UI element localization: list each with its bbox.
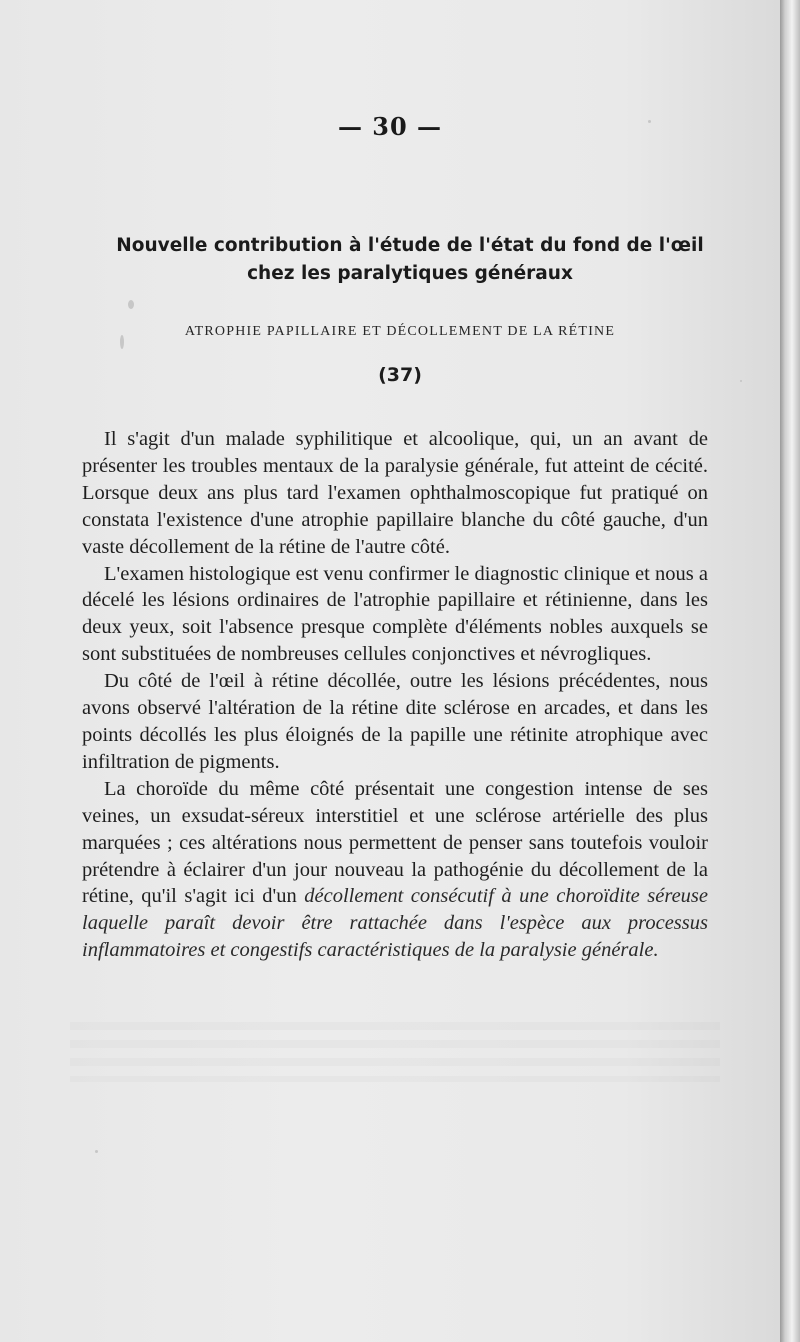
article-body xyxy=(82,426,708,964)
paragraph-4-italic: décollement consécutif à une choroïdite séreuse laquelle paraît devoir être rattachée dans l'espèce aux processus inflammatoires et congestifs caractéristiques de la paralysie générale. xyxy=(82,885,708,962)
article-title-line-2: chez les paralytiques généraux xyxy=(247,263,573,284)
paper-speck xyxy=(95,1150,98,1153)
article-number: (37) xyxy=(378,364,422,386)
bleed-through-texture xyxy=(70,1022,720,1082)
paragraph-3: Du côté de l'œil à rétine décollée, outre les lésions précédentes, nous avons observé l'altération de la rétine dite sclérose en arcades, et dans les points décollés les plus éloignés de la papille une rétinite atrophique avec infiltration de pigments. xyxy=(82,670,708,773)
article-subtitle: ATROPHIE PAPILLAIRE ET DÉCOLLEMENT DE LA RÉTINE xyxy=(184,324,616,339)
paper-speck xyxy=(740,380,742,382)
paragraph-2: L'examen histologique est venu confirmer le diagnostic clinique et nous a décelé les lésions ordinaires de l'atrophie papillaire et rétinienne, dans les deux yeux, soit l'absence presque complète d'éléments nobles auxquels se sont substituées de nombreuses cellules conjonctives et névrogliques. xyxy=(82,562,708,666)
binding-edge xyxy=(780,0,800,1342)
paper-speck xyxy=(128,300,134,309)
paragraph-4-regular: La choroïde du même côté présentait une congestion intense de ses veines, un exsudat-séreux interstitiel et une sclérose artérielle des plus marquées ; ces altérations nous permettent de penser sans toutefois vouloir prétendre à éclairer d'un jour nouveau la pathogénie du décollement de la rétine, qu'il s'agit ici d'un xyxy=(82,777,708,908)
paragraph-1: Il s'agit d'un malade syphilitique et alcoolique, qui, un an avant de présenter les troubles mentaux de la paralysie générale, fut atteint de cécité. Lorsque deux ans plus tard l'examen ophthalmoscopique fut pratiqué on constata l'existence d'une atrophie papillaire blanche du côté gauche, d'un vaste décollement de la rétine de l'autre côté. xyxy=(82,428,708,558)
paper-speck xyxy=(120,335,124,349)
article-title xyxy=(60,232,760,288)
paragraph-4 xyxy=(82,776,708,964)
article-title-line-1: Nouvelle contribution à l'étude de l'état du fond de l'œil xyxy=(116,235,704,256)
paper-speck xyxy=(648,120,651,123)
page-number: — 30 — xyxy=(337,112,443,141)
